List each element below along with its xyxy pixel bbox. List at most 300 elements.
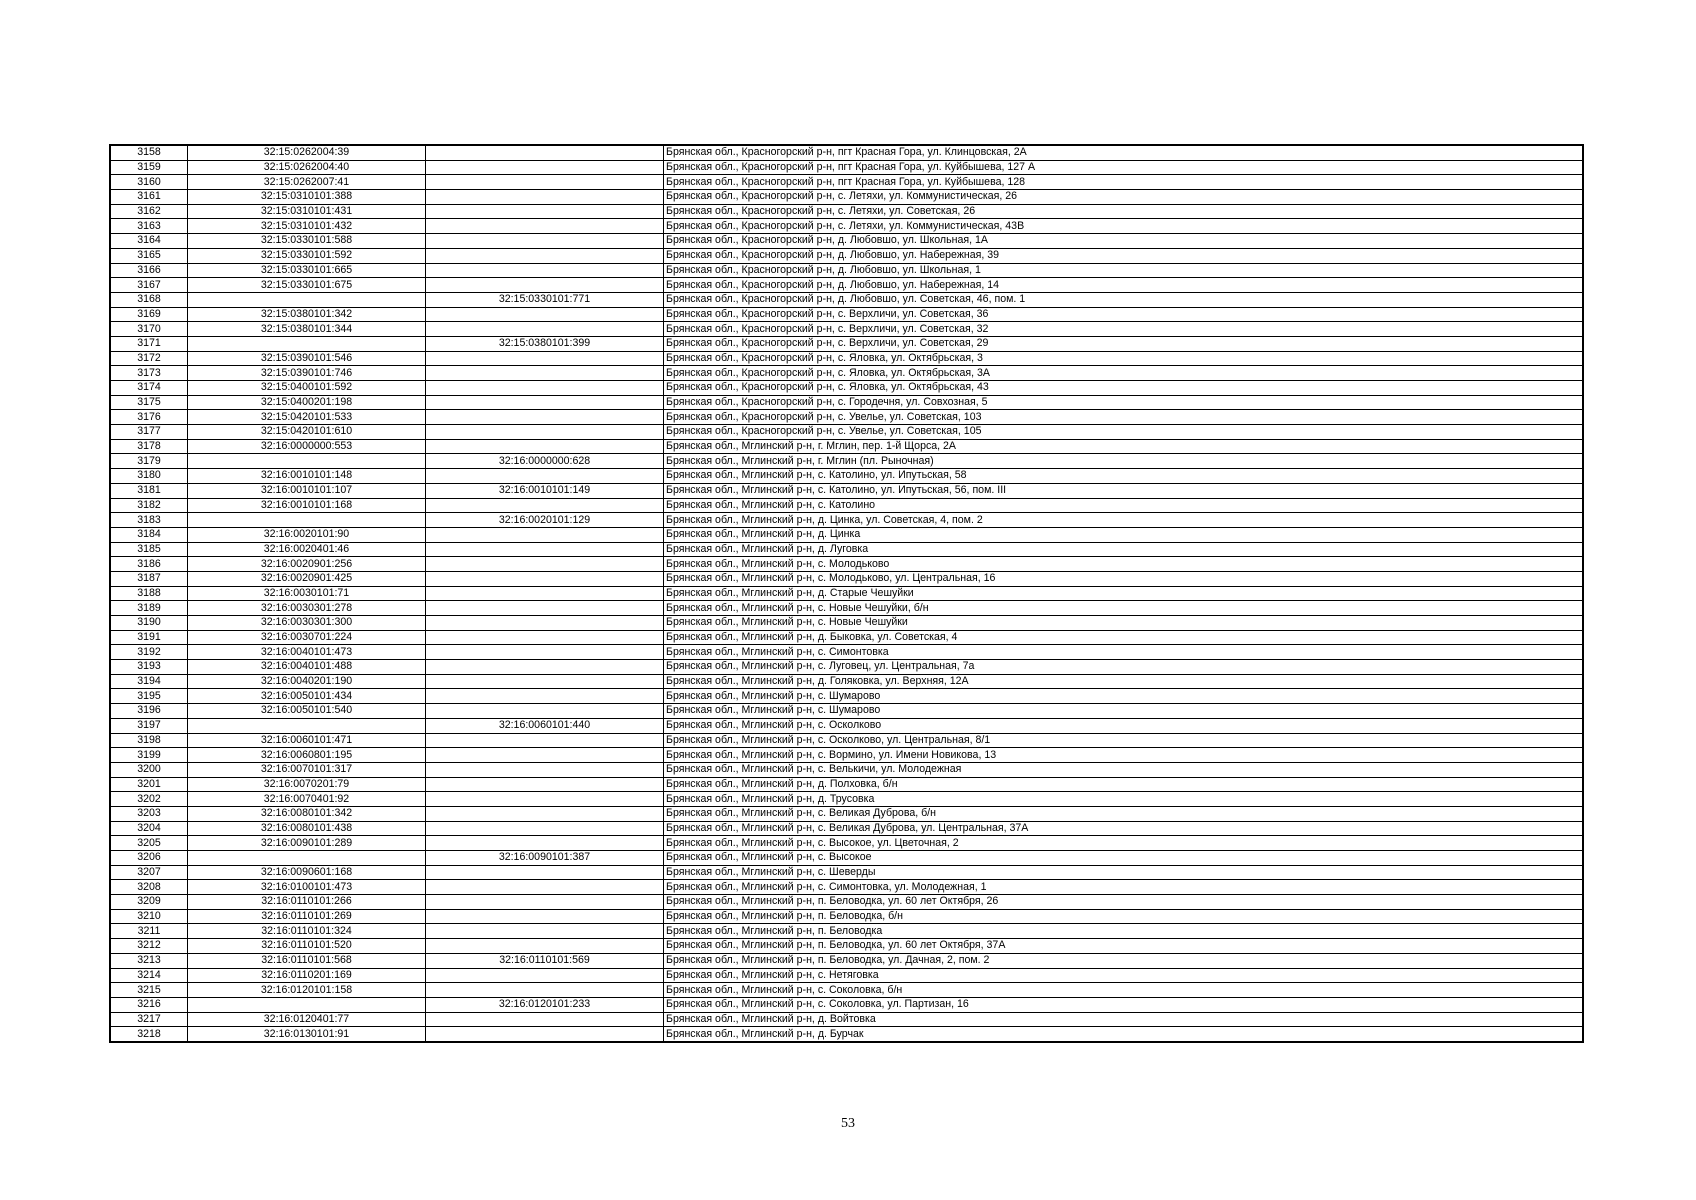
address-cell: Брянская обл., Мглинский р-н, с. Симонтовка, ул. Молодежная, 1 [664, 880, 1584, 895]
row-number-cell: 3210 [110, 909, 188, 924]
address-cell: Брянская обл., Красногорский р-н, с. Верхличи, ул. Советская, 32 [664, 322, 1584, 337]
row-number-cell: 3161 [110, 190, 188, 205]
room-cadastral-number-cell [426, 895, 664, 910]
table-row [110, 454, 1583, 469]
room-cadastral-number-cell [426, 557, 664, 572]
table-row [110, 278, 1583, 293]
table-row [110, 366, 1583, 381]
cadastral-number-cell [188, 997, 426, 1012]
room-cadastral-number-cell [426, 939, 664, 954]
table-row [110, 1012, 1583, 1027]
room-cadastral-number-cell [426, 395, 664, 410]
room-cadastral-number-cell [426, 527, 664, 542]
address-cell: Брянская обл., Мглинский р-н, д. Цинка, ул. Советская, 4, пом. 2 [664, 513, 1584, 528]
room-cadastral-number-cell [426, 366, 664, 381]
row-number-cell: 3218 [110, 1027, 188, 1042]
table-row [110, 733, 1583, 748]
table-row [110, 381, 1583, 396]
room-cadastral-number-cell [426, 571, 664, 586]
cadastral-number-cell: 32:15:0390101:746 [188, 366, 426, 381]
address-cell: Брянская обл., Красногорский р-н, с. Летяхи, ул. Коммунистическая, 26 [664, 190, 1584, 205]
table-row [110, 645, 1583, 660]
cadastral-number-cell: 32:16:0050101:434 [188, 689, 426, 704]
room-cadastral-number-cell: 32:15:0380101:399 [426, 336, 664, 351]
table-row [110, 821, 1583, 836]
cadastral-number-cell: 32:16:0050101:540 [188, 704, 426, 719]
row-number-cell: 3171 [110, 336, 188, 351]
address-cell: Брянская обл., Мглинский р-н, с. Симонтовка [664, 645, 1584, 660]
table-row [110, 704, 1583, 719]
address-cell: Брянская обл., Мглинский р-н, п. Беловодка, ул. Дачная, 2, пом. 2 [664, 953, 1584, 968]
row-number-cell: 3202 [110, 792, 188, 807]
row-number-cell: 3196 [110, 704, 188, 719]
row-number-cell: 3184 [110, 527, 188, 542]
row-number-cell: 3162 [110, 204, 188, 219]
table-row [110, 748, 1583, 763]
room-cadastral-number-cell [426, 777, 664, 792]
table-row [110, 175, 1583, 190]
room-cadastral-number-cell [426, 689, 664, 704]
table-row [110, 983, 1583, 998]
row-number-cell: 3203 [110, 806, 188, 821]
table-row [110, 865, 1583, 880]
table-row [110, 410, 1583, 425]
cadastral-number-cell: 32:16:0020101:90 [188, 527, 426, 542]
row-number-cell: 3200 [110, 762, 188, 777]
room-cadastral-number-cell [426, 1012, 664, 1027]
cadastral-number-cell: 32:16:0080101:342 [188, 806, 426, 821]
address-cell: Брянская обл., Мглинский р-н, с. Шеверды [664, 865, 1584, 880]
address-cell: Брянская обл., Мглинский р-н, с. Луговец, ул. Центральная, 7а [664, 660, 1584, 675]
room-cadastral-number-cell [426, 351, 664, 366]
cadastral-number-cell [188, 851, 426, 866]
address-cell: Брянская обл., Мглинский р-н, с. Католино, ул. Ипутьская, 56, пом. III [664, 483, 1584, 498]
row-number-cell: 3178 [110, 439, 188, 454]
room-cadastral-number-cell [426, 204, 664, 219]
room-cadastral-number-cell [426, 145, 664, 160]
table-row [110, 806, 1583, 821]
cadastral-number-cell: 32:16:0110101:568 [188, 953, 426, 968]
cadastral-number-cell: 32:16:0090101:289 [188, 836, 426, 851]
row-number-cell: 3188 [110, 586, 188, 601]
room-cadastral-number-cell: 32:16:0060101:440 [426, 718, 664, 733]
cadastral-number-cell: 32:16:0030301:300 [188, 616, 426, 631]
cadastral-number-cell: 32:16:0110101:520 [188, 939, 426, 954]
table-row [110, 469, 1583, 484]
room-cadastral-number-cell [426, 307, 664, 322]
page-number: 53 [841, 1116, 855, 1131]
table-row [110, 292, 1583, 307]
address-cell: Брянская обл., Мглинский р-н, д. Войтовка [664, 1012, 1584, 1027]
room-cadastral-number-cell [426, 924, 664, 939]
cadastral-number-cell: 32:16:0110201:169 [188, 968, 426, 983]
table-row [110, 395, 1583, 410]
cadastral-number-cell: 32:16:0020401:46 [188, 542, 426, 557]
room-cadastral-number-cell [426, 410, 664, 425]
cadastral-number-cell: 32:16:0110101:324 [188, 924, 426, 939]
room-cadastral-number-cell [426, 674, 664, 689]
row-number-cell: 3191 [110, 630, 188, 645]
room-cadastral-number-cell [426, 660, 664, 675]
row-number-cell: 3204 [110, 821, 188, 836]
room-cadastral-number-cell [426, 821, 664, 836]
address-cell: Брянская обл., Мглинский р-н, г. Мглин, пер. 1-й Щорса, 2А [664, 439, 1584, 454]
room-cadastral-number-cell [426, 762, 664, 777]
room-cadastral-number-cell [426, 616, 664, 631]
table-row [110, 527, 1583, 542]
cadastral-number-cell: 32:15:0310101:431 [188, 204, 426, 219]
cadastral-number-cell: 32:15:0400101:592 [188, 381, 426, 396]
room-cadastral-number-cell [426, 439, 664, 454]
cadastral-number-cell: 32:16:0070101:317 [188, 762, 426, 777]
room-cadastral-number-cell [426, 160, 664, 175]
cadastral-number-cell: 32:16:0120101:158 [188, 983, 426, 998]
row-number-cell: 3213 [110, 953, 188, 968]
row-number-cell: 3158 [110, 145, 188, 160]
address-cell: Брянская обл., Красногорский р-н, пгт Красная Гора, ул. Клинцовская, 2А [664, 145, 1584, 160]
address-cell: Брянская обл., Мглинский р-н, с. Велькичи, ул. Молодежная [664, 762, 1584, 777]
address-cell: Брянская обл., Мглинский р-н, с. Соколовка, ул. Партизан, 16 [664, 997, 1584, 1012]
room-cadastral-number-cell [426, 733, 664, 748]
table-row [110, 263, 1583, 278]
cadastral-number-cell: 32:16:0070401:92 [188, 792, 426, 807]
room-cadastral-number-cell [426, 498, 664, 513]
address-cell: Брянская обл., Мглинский р-н, д. Цинка [664, 527, 1584, 542]
address-cell: Брянская обл., Красногорский р-н, с. Верхличи, ул. Советская, 29 [664, 336, 1584, 351]
table-row [110, 997, 1583, 1012]
row-number-cell: 3199 [110, 748, 188, 763]
room-cadastral-number-cell: 32:16:0010101:149 [426, 483, 664, 498]
table-row [110, 160, 1583, 175]
address-cell: Брянская обл., Красногорский р-н, с. Городечня, ул. Совхозная, 5 [664, 395, 1584, 410]
table-row [110, 792, 1583, 807]
row-number-cell: 3166 [110, 263, 188, 278]
row-number-cell: 3185 [110, 542, 188, 557]
row-number-cell: 3160 [110, 175, 188, 190]
row-number-cell: 3207 [110, 865, 188, 880]
row-number-cell: 3175 [110, 395, 188, 410]
address-cell: Брянская обл., Мглинский р-н, с. Новые Чешуйки [664, 616, 1584, 631]
address-cell: Брянская обл., Мглинский р-н, с. Осколково, ул. Центральная, 8/1 [664, 733, 1584, 748]
row-number-cell: 3216 [110, 997, 188, 1012]
row-number-cell: 3187 [110, 571, 188, 586]
row-number-cell: 3181 [110, 483, 188, 498]
room-cadastral-number-cell [426, 219, 664, 234]
room-cadastral-number-cell [426, 190, 664, 205]
room-cadastral-number-cell: 32:15:0330101:771 [426, 292, 664, 307]
table-row [110, 836, 1583, 851]
table-row [110, 586, 1583, 601]
row-number-cell: 3164 [110, 234, 188, 249]
room-cadastral-number-cell: 32:16:0020101:129 [426, 513, 664, 528]
row-number-cell: 3197 [110, 718, 188, 733]
table-row [110, 234, 1583, 249]
room-cadastral-number-cell [426, 645, 664, 660]
address-cell: Брянская обл., Мглинский р-н, с. Молодьково [664, 557, 1584, 572]
address-cell: Брянская обл., Мглинский р-н, д. Луговка [664, 542, 1584, 557]
address-cell: Брянская обл., Мглинский р-н, д. Быковка, ул. Советская, 4 [664, 630, 1584, 645]
cadastral-number-cell: 32:16:0110101:269 [188, 909, 426, 924]
row-number-cell: 3176 [110, 410, 188, 425]
address-cell: Брянская обл., Мглинский р-н, д. Голяковка, ул. Верхняя, 12А [664, 674, 1584, 689]
address-cell: Брянская обл., Мглинский р-н, с. Католино [664, 498, 1584, 513]
room-cadastral-number-cell [426, 381, 664, 396]
cadastral-number-cell: 32:15:0330101:665 [188, 263, 426, 278]
row-number-cell: 3163 [110, 219, 188, 234]
row-number-cell: 3167 [110, 278, 188, 293]
room-cadastral-number-cell [426, 263, 664, 278]
table-row [110, 513, 1583, 528]
table-row [110, 351, 1583, 366]
row-number-cell: 3192 [110, 645, 188, 660]
cadastral-number-cell: 32:16:0030301:278 [188, 601, 426, 616]
room-cadastral-number-cell [426, 806, 664, 821]
cadastral-number-cell: 32:15:0420101:610 [188, 425, 426, 440]
row-number-cell: 3186 [110, 557, 188, 572]
cadastral-number-cell: 32:16:0110101:266 [188, 895, 426, 910]
room-cadastral-number-cell [426, 601, 664, 616]
room-cadastral-number-cell: 32:16:0090101:387 [426, 851, 664, 866]
cadastral-number-cell: 32:16:0020901:256 [188, 557, 426, 572]
row-number-cell: 3172 [110, 351, 188, 366]
cadastral-number-cell [188, 454, 426, 469]
table-row [110, 895, 1583, 910]
room-cadastral-number-cell [426, 425, 664, 440]
cadastral-number-cell: 32:16:0010101:168 [188, 498, 426, 513]
address-cell: Брянская обл., Красногорский р-н, пгт Красная Гора, ул. Куйбышева, 127 А [664, 160, 1584, 175]
address-cell: Брянская обл., Мглинский р-н, с. Осколково [664, 718, 1584, 733]
cadastral-number-cell: 32:16:0120401:77 [188, 1012, 426, 1027]
table-row [110, 425, 1583, 440]
address-cell: Брянская обл., Красногорский р-н, с. Увелье, ул. Советская, 103 [664, 410, 1584, 425]
address-cell: Брянская обл., Мглинский р-н, с. Высокое [664, 851, 1584, 866]
address-cell: Брянская обл., Мглинский р-н, с. Соколовка, б/н [664, 983, 1584, 998]
address-cell: Брянская обл., Мглинский р-н, с. Шумарово [664, 704, 1584, 719]
cadastral-number-cell: 32:15:0330101:588 [188, 234, 426, 249]
row-number-cell: 3206 [110, 851, 188, 866]
cadastral-number-cell: 32:15:0262004:39 [188, 145, 426, 160]
table-row [110, 939, 1583, 954]
address-cell: Брянская обл., Мглинский р-н, с. Шумарово [664, 689, 1584, 704]
cadastral-number-cell: 32:15:0380101:344 [188, 322, 426, 337]
row-number-cell: 3194 [110, 674, 188, 689]
table-row [110, 307, 1583, 322]
table-row [110, 601, 1583, 616]
row-number-cell: 3179 [110, 454, 188, 469]
row-number-cell: 3212 [110, 939, 188, 954]
address-cell: Брянская обл., Мглинский р-н, с. Высокое, ул. Цветочная, 2 [664, 836, 1584, 851]
cadastral-number-cell: 32:16:0040101:488 [188, 660, 426, 675]
row-number-cell: 3205 [110, 836, 188, 851]
table-row [110, 336, 1583, 351]
address-cell: Брянская обл., Красногорский р-н, с. Летяхи, ул. Советская, 26 [664, 204, 1584, 219]
address-cell: Брянская обл., Мглинский р-н, д. Полховка, б/н [664, 777, 1584, 792]
cadastral-number-cell: 32:16:0080101:438 [188, 821, 426, 836]
address-cell: Брянская обл., Красногорский р-н, д. Любовшо, ул. Набережная, 39 [664, 248, 1584, 263]
room-cadastral-number-cell [426, 542, 664, 557]
table-row [110, 145, 1583, 160]
address-cell: Брянская обл., Красногорский р-н, с. Яловка, ул. Октябрьская, 3 [664, 351, 1584, 366]
room-cadastral-number-cell [426, 322, 664, 337]
row-number-cell: 3159 [110, 160, 188, 175]
table-row [110, 483, 1583, 498]
address-cell: Брянская обл., Мглинский р-н, п. Беловодка, б/н [664, 909, 1584, 924]
cadastral-number-cell: 32:15:0420101:533 [188, 410, 426, 425]
registry-table [109, 144, 1584, 1043]
table-row [110, 204, 1583, 219]
table-row [110, 630, 1583, 645]
room-cadastral-number-cell [426, 248, 664, 263]
address-cell: Брянская обл., Мглинский р-н, с. Вормино, ул. Имени Новикова, 13 [664, 748, 1584, 763]
table-row [110, 660, 1583, 675]
address-cell: Брянская обл., Красногорский р-н, д. Любовшо, ул. Набережная, 14 [664, 278, 1584, 293]
address-cell: Брянская обл., Мглинский р-н, п. Беловодка, ул. 60 лет Октября, 37А [664, 939, 1584, 954]
table-row [110, 439, 1583, 454]
row-number-cell: 3190 [110, 616, 188, 631]
row-number-cell: 3214 [110, 968, 188, 983]
address-cell: Брянская обл., Красногорский р-н, с. Верхличи, ул. Советская, 36 [664, 307, 1584, 322]
address-cell: Брянская обл., Мглинский р-н, с. Новые Чешуйки, б/н [664, 601, 1584, 616]
room-cadastral-number-cell: 32:16:0000000:628 [426, 454, 664, 469]
cadastral-number-cell: 32:16:0090601:168 [188, 865, 426, 880]
address-cell: Брянская обл., Мглинский р-н, д. Старые Чешуйки [664, 586, 1584, 601]
cadastral-number-cell: 32:16:0070201:79 [188, 777, 426, 792]
cadastral-number-cell: 32:15:0380101:342 [188, 307, 426, 322]
table-row [110, 953, 1583, 968]
cadastral-number-cell: 32:15:0262004:40 [188, 160, 426, 175]
room-cadastral-number-cell [426, 704, 664, 719]
cadastral-number-cell [188, 513, 426, 528]
address-cell: Брянская обл., Красногорский р-н, д. Любовшо, ул. Советская, 46, пом. 1 [664, 292, 1584, 307]
cadastral-number-cell: 32:16:0060801:195 [188, 748, 426, 763]
address-cell: Брянская обл., Красногорский р-н, с. Яловка, ул. Октябрьская, 43 [664, 381, 1584, 396]
row-number-cell: 3170 [110, 322, 188, 337]
table-row [110, 689, 1583, 704]
table-row [110, 674, 1583, 689]
row-number-cell: 3193 [110, 660, 188, 675]
table-row [110, 1027, 1583, 1042]
cadastral-number-cell: 32:15:0310101:388 [188, 190, 426, 205]
cadastral-number-cell [188, 336, 426, 351]
row-number-cell: 3209 [110, 895, 188, 910]
address-cell: Брянская обл., Красногорский р-н, пгт Красная Гора, ул. Куйбышева, 128 [664, 175, 1584, 190]
room-cadastral-number-cell [426, 586, 664, 601]
row-number-cell: 3180 [110, 469, 188, 484]
cadastral-number-cell: 32:15:0330101:592 [188, 248, 426, 263]
room-cadastral-number-cell [426, 968, 664, 983]
table-row [110, 909, 1583, 924]
table-row [110, 762, 1583, 777]
row-number-cell: 3169 [110, 307, 188, 322]
cadastral-number-cell: 32:15:0330101:675 [188, 278, 426, 293]
row-number-cell: 3198 [110, 733, 188, 748]
room-cadastral-number-cell [426, 1027, 664, 1042]
address-cell: Брянская обл., Мглинский р-н, с. Великая Дуброва, б/н [664, 806, 1584, 821]
room-cadastral-number-cell [426, 469, 664, 484]
table-row [110, 557, 1583, 572]
address-cell: Брянская обл., Мглинский р-н, с. Католино, ул. Ипутьская, 58 [664, 469, 1584, 484]
room-cadastral-number-cell [426, 983, 664, 998]
address-cell: Брянская обл., Красногорский р-н, с. Яловка, ул. Октябрьская, 3А [664, 366, 1584, 381]
table-row [110, 616, 1583, 631]
row-number-cell: 3182 [110, 498, 188, 513]
room-cadastral-number-cell [426, 909, 664, 924]
cadastral-number-cell: 32:15:0400201:198 [188, 395, 426, 410]
cadastral-number-cell: 32:16:0010101:148 [188, 469, 426, 484]
room-cadastral-number-cell [426, 748, 664, 763]
cadastral-number-cell: 32:15:0262007:41 [188, 175, 426, 190]
cadastral-number-cell: 32:16:0020901:425 [188, 571, 426, 586]
address-cell: Брянская обл., Мглинский р-н, д. Трусовка [664, 792, 1584, 807]
cadastral-number-cell: 32:16:0100101:473 [188, 880, 426, 895]
address-cell: Брянская обл., Мглинский р-н, с. Нетяговка [664, 968, 1584, 983]
cadastral-number-cell: 32:16:0030101:71 [188, 586, 426, 601]
cadastral-number-cell: 32:15:0310101:432 [188, 219, 426, 234]
table-row [110, 542, 1583, 557]
table-row [110, 777, 1583, 792]
row-number-cell: 3173 [110, 366, 188, 381]
room-cadastral-number-cell [426, 865, 664, 880]
row-number-cell: 3195 [110, 689, 188, 704]
table-row [110, 880, 1583, 895]
row-number-cell: 3168 [110, 292, 188, 307]
address-cell: Брянская обл., Красногорский р-н, д. Любовшо, ул. Школьная, 1А [664, 234, 1584, 249]
row-number-cell: 3174 [110, 381, 188, 396]
address-cell: Брянская обл., Мглинский р-н, г. Мглин (пл. Рыночная) [664, 454, 1584, 469]
table-row [110, 851, 1583, 866]
cadastral-number-cell: 32:16:0000000:553 [188, 439, 426, 454]
address-cell: Брянская обл., Красногорский р-н, д. Любовшо, ул. Школьная, 1 [664, 263, 1584, 278]
address-cell: Брянская обл., Мглинский р-н, с. Великая Дуброва, ул. Центральная, 37А [664, 821, 1584, 836]
room-cadastral-number-cell: 32:16:0110101:569 [426, 953, 664, 968]
cadastral-number-cell: 32:15:0390101:546 [188, 351, 426, 366]
room-cadastral-number-cell [426, 880, 664, 895]
cadastral-number-cell: 32:16:0040101:473 [188, 645, 426, 660]
room-cadastral-number-cell [426, 630, 664, 645]
row-number-cell: 3183 [110, 513, 188, 528]
room-cadastral-number-cell [426, 278, 664, 293]
table-row [110, 498, 1583, 513]
table-row [110, 968, 1583, 983]
room-cadastral-number-cell [426, 792, 664, 807]
table-row [110, 248, 1583, 263]
cadastral-number-cell: 32:16:0130101:91 [188, 1027, 426, 1042]
address-cell: Брянская обл., Мглинский р-н, д. Бурчак [664, 1027, 1584, 1042]
row-number-cell: 3165 [110, 248, 188, 263]
cadastral-number-cell: 32:16:0030701:224 [188, 630, 426, 645]
room-cadastral-number-cell: 32:16:0120101:233 [426, 997, 664, 1012]
address-cell: Брянская обл., Мглинский р-н, с. Молодьково, ул. Центральная, 16 [664, 571, 1584, 586]
address-cell: Брянская обл., Мглинский р-н, п. Беловодка [664, 924, 1584, 939]
cadastral-number-cell [188, 292, 426, 307]
row-number-cell: 3177 [110, 425, 188, 440]
cadastral-number-cell: 32:16:0040201:190 [188, 674, 426, 689]
table-row [110, 322, 1583, 337]
row-number-cell: 3211 [110, 924, 188, 939]
room-cadastral-number-cell [426, 175, 664, 190]
row-number-cell: 3217 [110, 1012, 188, 1027]
cadastral-number-cell: 32:16:0060101:471 [188, 733, 426, 748]
address-cell: Брянская обл., Красногорский р-н, с. Увелье, ул. Советская, 105 [664, 425, 1584, 440]
table-row [110, 924, 1583, 939]
room-cadastral-number-cell [426, 836, 664, 851]
row-number-cell: 3189 [110, 601, 188, 616]
cadastral-number-cell [188, 718, 426, 733]
address-cell: Брянская обл., Мглинский р-н, п. Беловодка, ул. 60 лет Октября, 26 [664, 895, 1584, 910]
address-cell: Брянская обл., Красногорский р-н, с. Летяхи, ул. Коммунистическая, 43В [664, 219, 1584, 234]
table-row [110, 219, 1583, 234]
room-cadastral-number-cell [426, 234, 664, 249]
